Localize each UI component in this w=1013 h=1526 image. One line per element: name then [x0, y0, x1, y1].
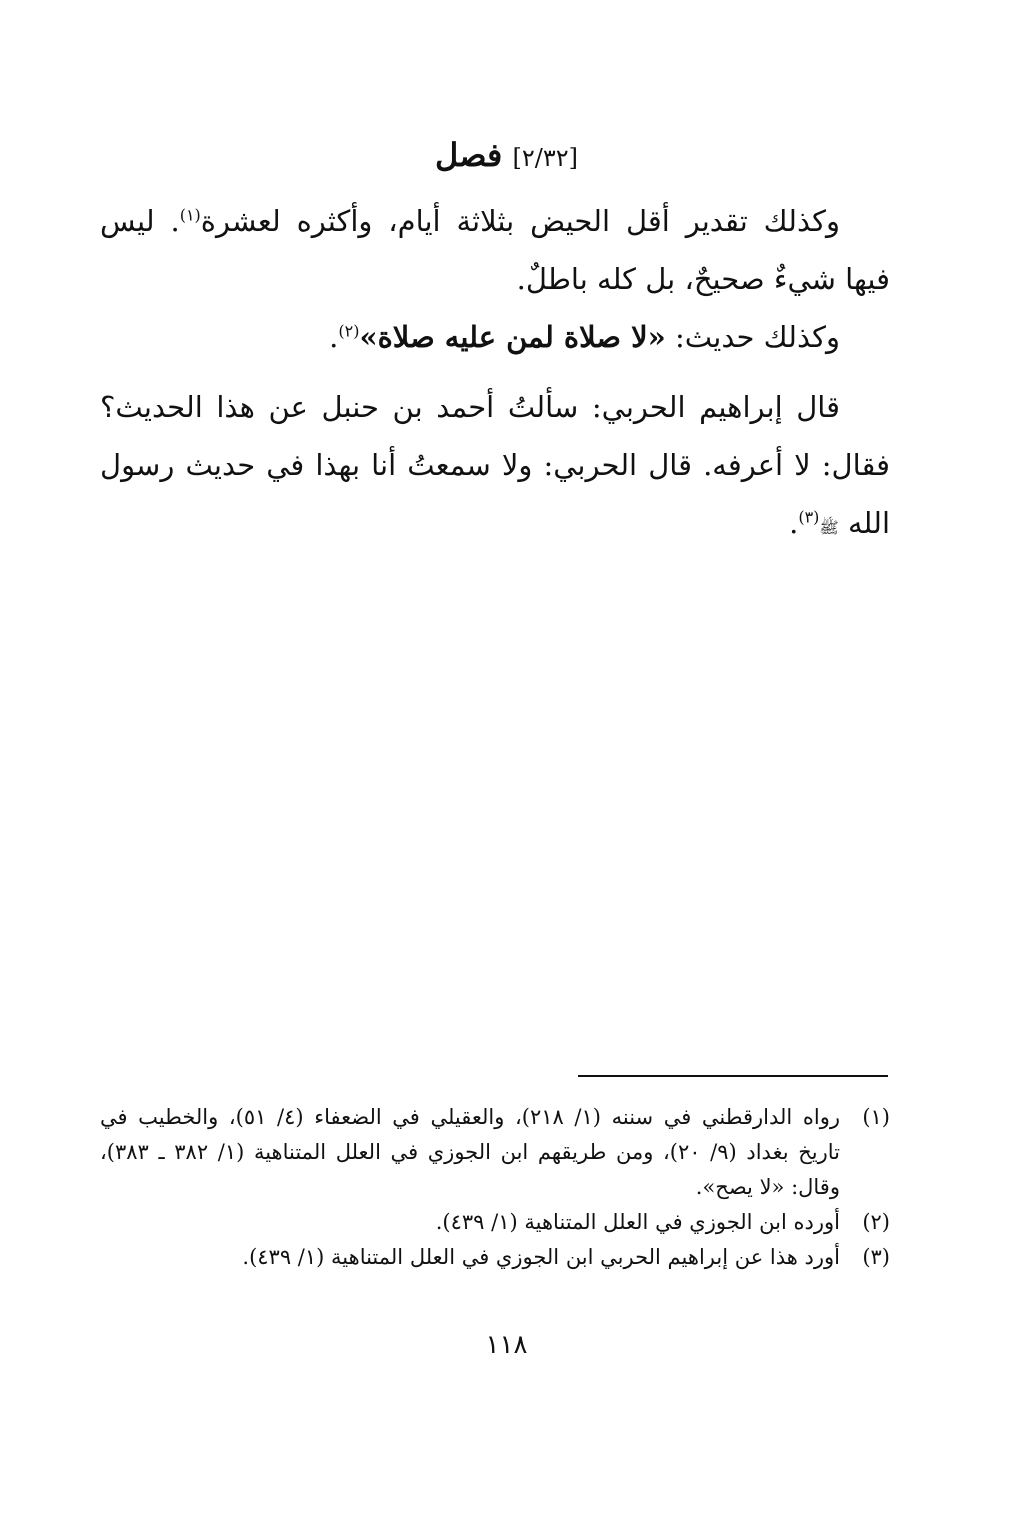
footnote-text: أورد هذا عن إبراهيم الحربي ابن الجوزي في العلل المتناهية (١/ ٤٣٩).: [242, 1245, 840, 1269]
footnote-marker: (٣): [798, 507, 820, 527]
footnote-number: (٣): [862, 1245, 890, 1269]
footnote-number: (١): [862, 1105, 890, 1129]
paragraph-harbi: [100, 378, 890, 557]
footnote-marker: (٢): [338, 321, 360, 341]
paragraph-text: .: [789, 506, 799, 540]
footnote-item: [100, 1100, 890, 1205]
paragraph-text: قال إبراهيم الحربي: سألتُ أحمد بن حنبل عن هذا الحديث؟ فقال: لا أعرفه. قال الحربي: ولا سمعتُ أنا بهذا في حديث رسول الله: [100, 390, 890, 540]
section-heading: [0, 130, 1013, 183]
footnote-item: [100, 1205, 890, 1240]
footnote-separator: [578, 1075, 888, 1077]
section-title: فصل: [435, 136, 503, 174]
footnote-text: رواه الدارقطني في سننه (١/ ٢١٨)، والعقيلي في الضعفاء (٤/ ٥١)، والخطيب في تاريخ بغداد (٩/ ٢٠)، ومن طريقهم ابن الجوزي في العلل المتناهية (١/ ٣٨٢ ـ ٣٨٣)، وقال: «لا يصح».: [100, 1105, 840, 1199]
paragraph-text: وكذلك حديث:: [665, 320, 840, 354]
paragraph-hadith: [100, 308, 890, 366]
page-number: ١١٨: [485, 1330, 528, 1360]
footnote-marker: (١): [179, 205, 201, 225]
footnote-item: [100, 1240, 890, 1275]
hadith-quote: «لا صلاة لمن عليه صلاة»: [359, 320, 666, 354]
paragraph-text: وكذلك تقدير أقل الحيض بثلاثة أيام، وأكثره لعشرة: [200, 204, 840, 238]
paragraph-text: . ليس فيها شيءٌ صحيحٌ، بل كله باطلٌ.: [100, 204, 890, 296]
honorific-glyph: ﷺ: [819, 518, 839, 537]
footnotes: [100, 1100, 890, 1275]
paragraph-menstruation: [100, 192, 890, 308]
footnote-text: أورده ابن الجوزي في العلل المتناهية (١/ ٤٣٩).: [435, 1210, 840, 1234]
main-text: [100, 192, 890, 557]
paragraph-text: .: [329, 320, 339, 354]
footnote-number: (٢): [862, 1210, 890, 1234]
section-reference: [٢/٣٢]: [512, 144, 578, 172]
